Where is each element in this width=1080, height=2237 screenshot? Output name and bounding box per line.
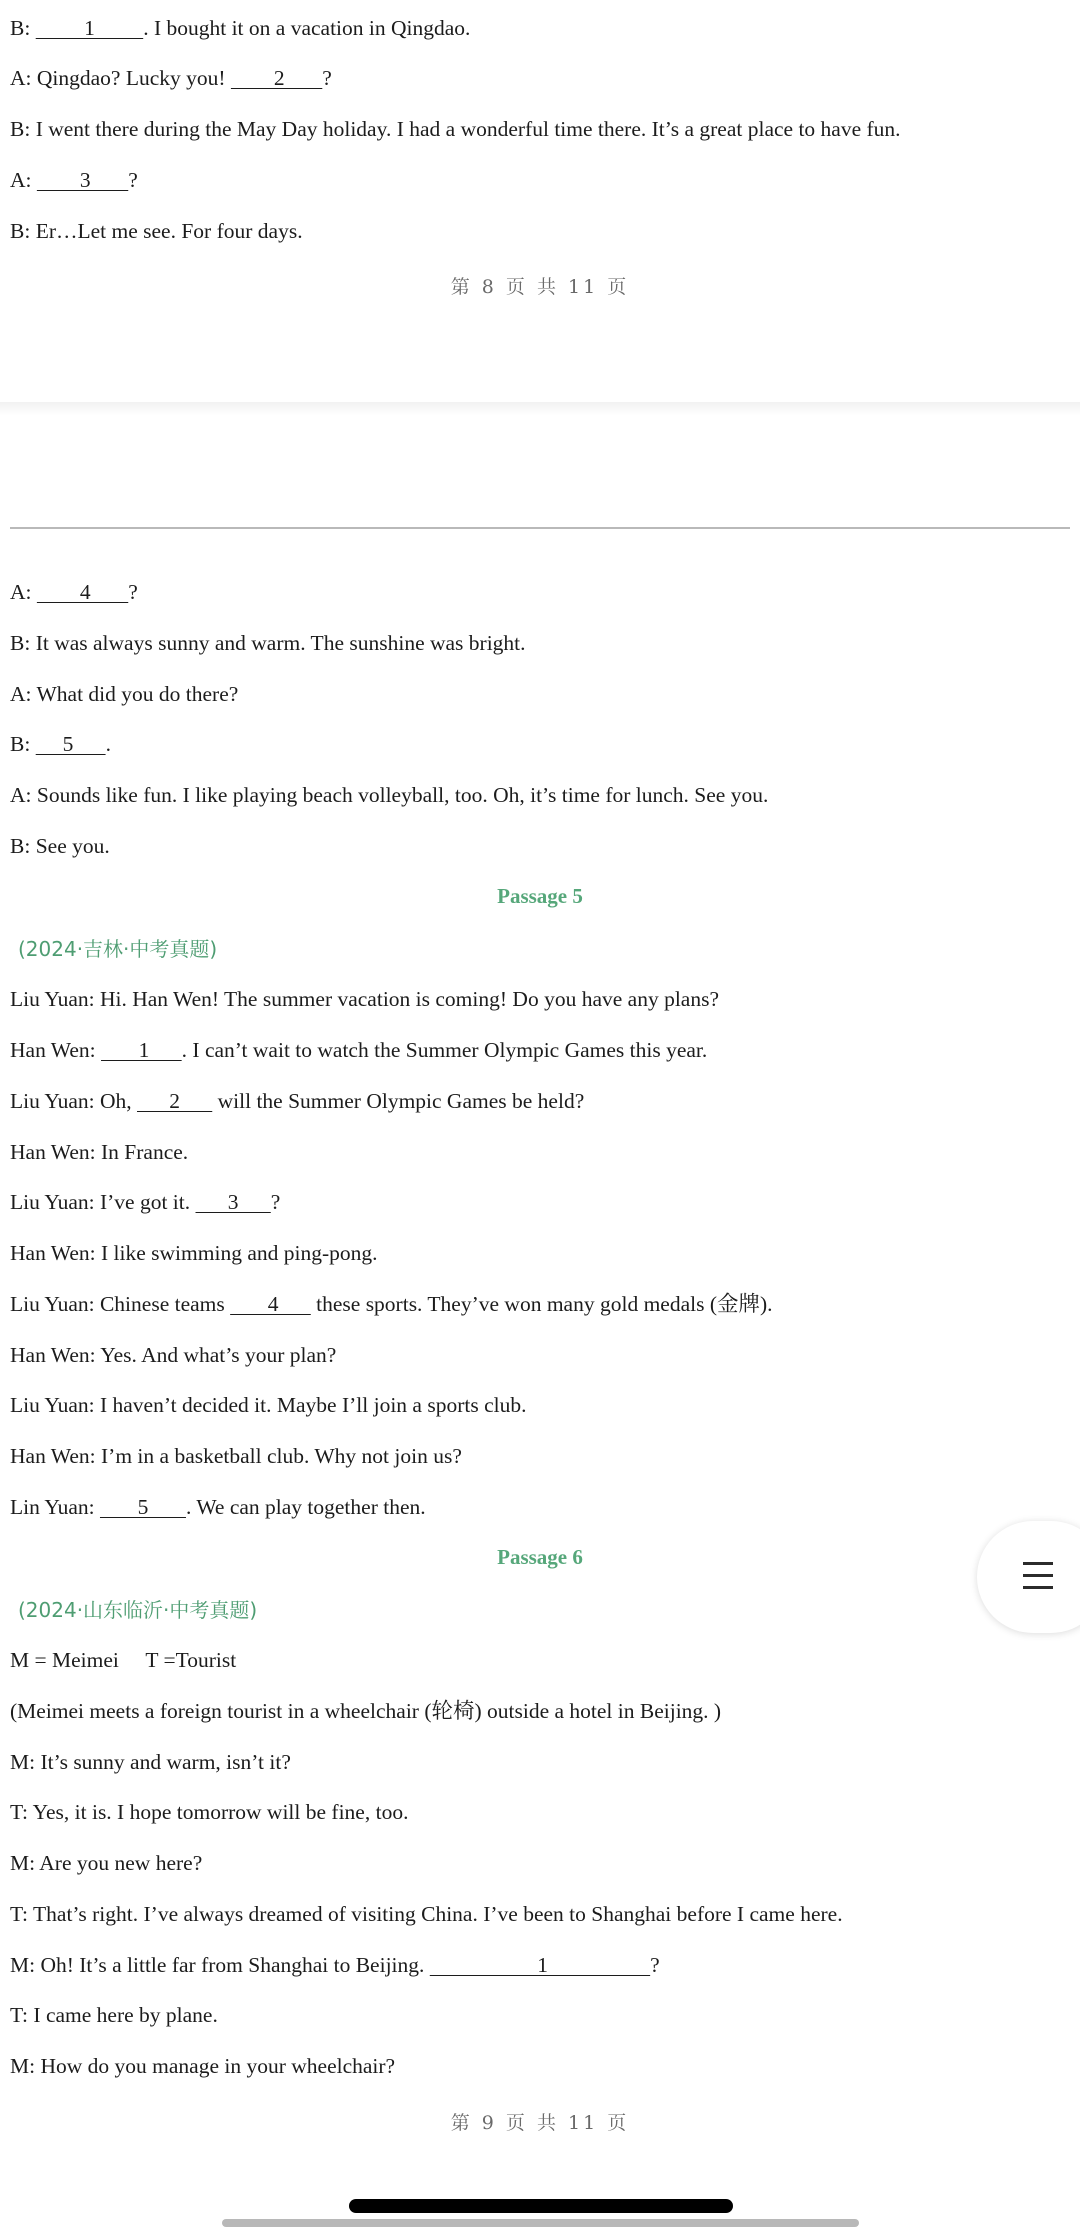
line-text: . I can’t wait to watch the Summer Olympic Games this year. [181,1038,708,1062]
line-text: M: How do you manage in your wheelchair? [10,2054,396,2078]
page-header-rule [10,527,1070,529]
dialogue-line [10,1290,773,1318]
answer-blank: 5 [99,1495,186,1519]
line-text: these sports. They’ve won many gold medals (金牌). [310,1292,773,1316]
line-text: B: See you. [10,834,110,858]
line-text: Han Wen: I like swimming and ping-pong. [10,1241,378,1265]
line-text: Han Wen: I’m in a basketball club. Why not join us? [10,1444,462,1468]
line-text: A: Sounds like fun. I like playing beach volleyball, too. Oh, it’s time for lunch. See you. [10,783,769,807]
dialogue-line [10,578,138,606]
dialogue-line [10,1391,526,1419]
line-text: A: What did you do there? [10,682,239,706]
line-text: Liu Yuan: Chinese teams [10,1292,231,1316]
line-text: B: Er…Let me see. For four days. [10,219,303,243]
line-text: (Meimei meets a foreign tourist in a wheelchair (轮椅) outside a hotel in Beijing. ) [10,1699,722,1723]
answer-blank: 2 [137,1089,213,1113]
dialogue-line [10,781,768,809]
dialogue-line [10,1188,280,1216]
dialogue-line [10,1087,584,1115]
answer-blank: 1 [101,1038,182,1062]
passage-5-title: Passage 5 [497,884,583,908]
home-indicator[interactable] [349,2199,733,2213]
line-text: B: I went there during the May Day holiday. I had a wonderful time there. It’s a great place to have fun. [10,117,901,141]
line-text: Liu Yuan: I haven’t decided it. Maybe I’ll join a sports club. [10,1393,527,1417]
passage-6-source: (2024·山东临沂·中考真题) [18,1598,258,1622]
dialogue-line [10,1442,462,1470]
dialogue-line [10,1036,707,1064]
answer-blank: 4 [36,580,129,604]
line-text: Lin Yuan: [10,1495,100,1519]
dialogue-line [10,680,238,708]
line-text: ? [650,1953,660,1977]
dialogue-line [10,1239,378,1267]
dialogue-line [10,629,526,657]
dialogue-line [10,1646,236,1674]
line-text: will the Summer Olympic Games be held? [212,1089,585,1113]
line-text: M = Meimei T =Tourist [10,1648,237,1672]
dialogue-line [10,2052,395,2080]
line-text: M: Oh! It’s a little far from Shanghai to Beijing. [10,1953,430,1977]
line-text: T: Yes, it is. I hope tomorrow will be fine, too. [10,1800,409,1824]
dialogue-line [10,14,470,42]
answer-blank: 5 [35,732,106,756]
passage-6-title: Passage 6 [497,1545,583,1569]
dialogue-line [10,1849,202,1877]
line-text: ? [128,168,138,192]
dialogue-line [10,2001,218,2029]
dialogue-line [10,166,138,194]
horizontal-scrollbar[interactable] [222,2219,859,2227]
dialogue-line [10,1493,426,1521]
dialogue-line [10,1138,188,1166]
line-text: A: [10,580,37,604]
page-footer: 第 9 页 共 11 页 [450,2112,630,2134]
line-text: A: [10,168,37,192]
line-text: ? [270,1190,281,1214]
dialogue-line [10,1951,660,1979]
line-text: B: It was always sunny and warm. The sunshine was bright. [10,631,526,655]
line-text: . [105,732,111,756]
dialogue-line [10,832,110,860]
line-text: M: It’s sunny and warm, isn’t it? [10,1750,291,1774]
menu-icon [1023,1562,1053,1592]
answer-blank: 1 [429,1953,651,1977]
line-text: Liu Yuan: I’ve got it. [10,1190,196,1214]
line-text: T: That’s right. I’ve always dreamed of visiting China. I’ve been to Shanghai before I came here. [10,1902,843,1926]
dialogue-line [10,217,303,245]
dialogue-line [10,64,332,92]
dialogue-line [10,1697,721,1725]
line-text: Han Wen: [10,1038,102,1062]
line-text: B: [10,732,36,756]
line-text: B: [10,16,36,40]
dialogue-line [10,1341,336,1369]
passage-5-source: (2024·吉林·中考真题) [18,937,218,961]
answer-blank: 1 [35,16,144,40]
line-text: Liu Yuan: Hi. Han Wen! The summer vacation is coming! Do you have any plans? [10,987,719,1011]
line-text: . I bought it on a vacation in Qingdao. [143,16,471,40]
answer-blank: 3 [195,1190,271,1214]
line-text: Han Wen: In France. [10,1140,189,1164]
dialogue-line [10,1900,843,1928]
answer-blank: 4 [230,1292,311,1316]
dialogue-line [10,115,901,143]
dialogue-line [10,985,719,1013]
line-text: ? [128,580,138,604]
line-text: . We can play together then. [185,1495,426,1519]
menu-button[interactable] [977,1521,1080,1633]
line-text: T: I came here by plane. [10,2003,218,2027]
dialogue-line [10,1798,408,1826]
line-text: A: Qingdao? Lucky you! [10,66,231,90]
dialogue-line [10,1748,291,1776]
dialogue-line [10,730,111,758]
page-footer: 第 8 页 共 11 页 [450,276,630,298]
line-text: M: Are you new here? [10,1851,203,1875]
line-text: Han Wen: Yes. And what’s your plan? [10,1343,337,1367]
answer-blank: 2 [230,66,323,90]
answer-blank: 3 [36,168,129,192]
line-text: ? [322,66,332,90]
page-separator [0,402,1080,416]
line-text: Liu Yuan: Oh, [10,1089,137,1113]
